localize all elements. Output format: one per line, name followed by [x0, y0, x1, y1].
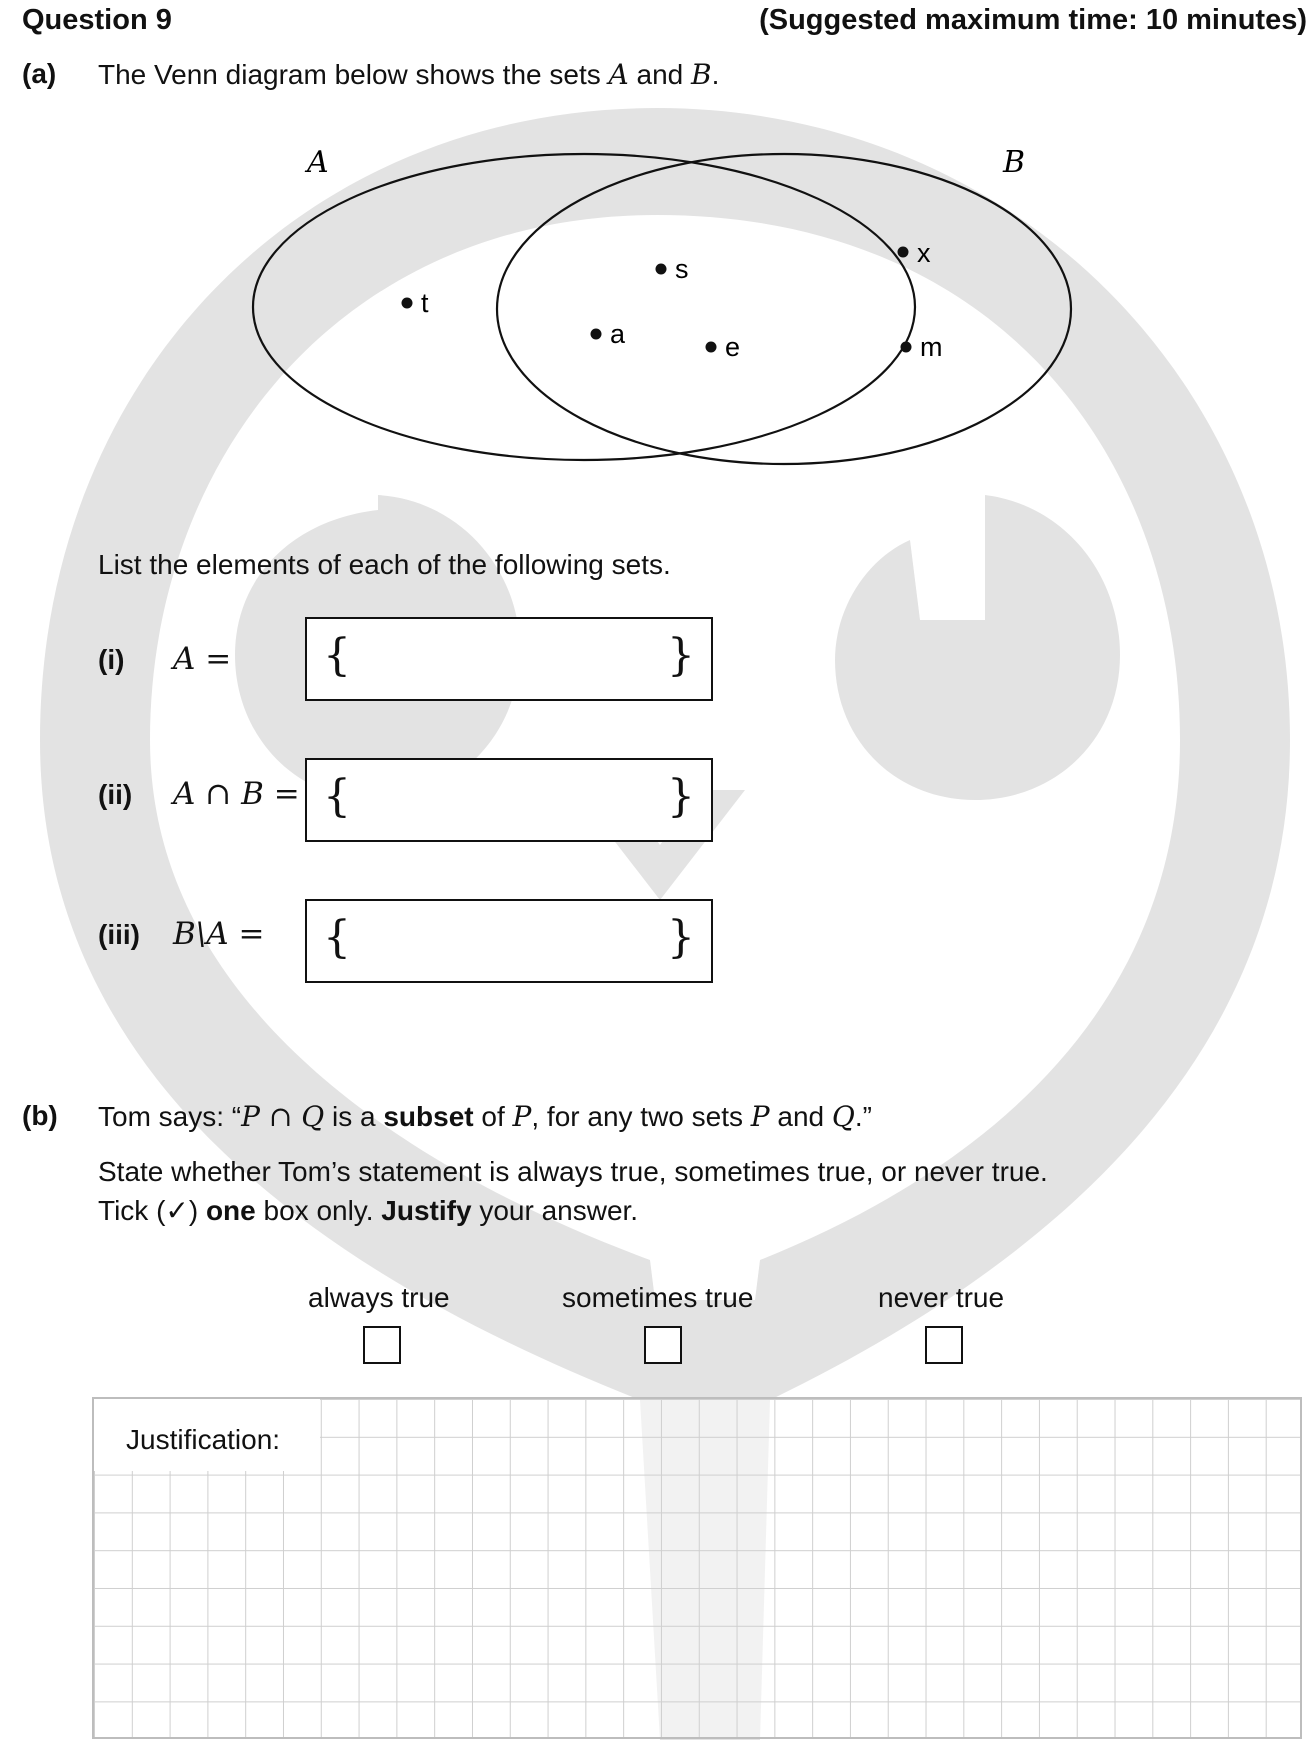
tom-statement: [98, 1100, 872, 1133]
element-a-dot: [591, 329, 602, 340]
statement-text: Tom says: “: [98, 1101, 242, 1132]
answer-box-a-intersect-b[interactable]: [305, 758, 713, 842]
item-ii-expr: A ∩ B =: [173, 776, 300, 812]
statement-text: is a: [324, 1101, 384, 1132]
option-never-true-label: never true: [878, 1282, 1005, 1313]
statement-text: , for any two sets: [531, 1101, 751, 1132]
item-i-expr: A =: [173, 641, 232, 677]
justification-label: Justification:: [126, 1424, 281, 1455]
element-e-dot: [706, 342, 717, 353]
tick-instruction: [98, 1194, 638, 1227]
statement-subset: subset: [383, 1101, 474, 1132]
statement-q: Q: [831, 1100, 855, 1133]
set-b-ellipse: [497, 154, 1071, 464]
part-b-label: (b): [22, 1100, 58, 1131]
option-sometimes-true-label: sometimes true: [562, 1282, 754, 1313]
element-m-label: m: [920, 332, 943, 362]
venn-label-b: B: [1003, 145, 1026, 180]
suggested-time: (Suggested maximum time: 10 minutes): [759, 4, 1307, 36]
intro-text: The Venn diagram below shows the sets: [98, 59, 609, 90]
element-t-label: t: [421, 288, 429, 318]
list-instruction: List the elements of each of the following sets.: [98, 549, 671, 580]
statement-expr: P ∩ Q: [241, 1100, 325, 1133]
open-brace: {: [323, 912, 351, 963]
intro-and: and: [628, 59, 692, 90]
statement-text: and: [769, 1101, 832, 1132]
element-t-dot: [402, 298, 413, 309]
venn-diagram: [0, 0, 1314, 500]
checkbox-sometimes-true[interactable]: [644, 1326, 682, 1364]
open-brace: {: [323, 771, 351, 822]
question-number: Question 9: [22, 4, 172, 36]
element-a-label: a: [610, 319, 626, 349]
statement-text: .”: [854, 1101, 872, 1132]
option-always-true-label: always true: [308, 1282, 450, 1313]
tick-justify: Justify: [381, 1195, 472, 1226]
checkbox-always-true[interactable]: [363, 1326, 401, 1364]
answer-box-b-minus-a[interactable]: [305, 899, 713, 983]
intro-set-b: B: [691, 58, 712, 91]
checkbox-never-true[interactable]: [925, 1326, 963, 1364]
statement-text: of: [473, 1101, 513, 1132]
element-s-dot: [656, 264, 667, 275]
intro-period: .: [711, 59, 720, 90]
intro-set-a: A: [608, 58, 629, 91]
statement-p: P: [750, 1100, 770, 1133]
element-e-label: e: [725, 332, 741, 362]
set-a-ellipse: [253, 154, 915, 460]
item-iii-label: (iii): [98, 919, 140, 950]
element-x-dot: [898, 247, 909, 258]
close-brace: }: [667, 771, 695, 822]
close-brace: }: [667, 630, 695, 681]
tick-text: Tick (✓): [98, 1195, 206, 1226]
tick-text: your answer.: [471, 1195, 639, 1226]
statement-p: P: [512, 1100, 532, 1133]
item-iii-expr: B\A =: [173, 916, 265, 952]
element-m-dot: [901, 342, 912, 353]
open-brace: {: [323, 630, 351, 681]
part-a-label: (a): [22, 58, 57, 89]
item-ii-label: (ii): [98, 779, 133, 810]
instruction-line: State whether Tom’s statement is always true, sometimes true, or never true.: [98, 1156, 1048, 1187]
tick-text: box only.: [255, 1195, 382, 1226]
close-brace: }: [667, 912, 695, 963]
tick-one: one: [205, 1195, 256, 1226]
element-s-label: s: [675, 254, 689, 284]
item-i-label: (i): [98, 644, 125, 675]
element-x-label: x: [917, 238, 931, 268]
answer-box-a[interactable]: [305, 617, 713, 701]
venn-label-a: A: [307, 145, 329, 180]
